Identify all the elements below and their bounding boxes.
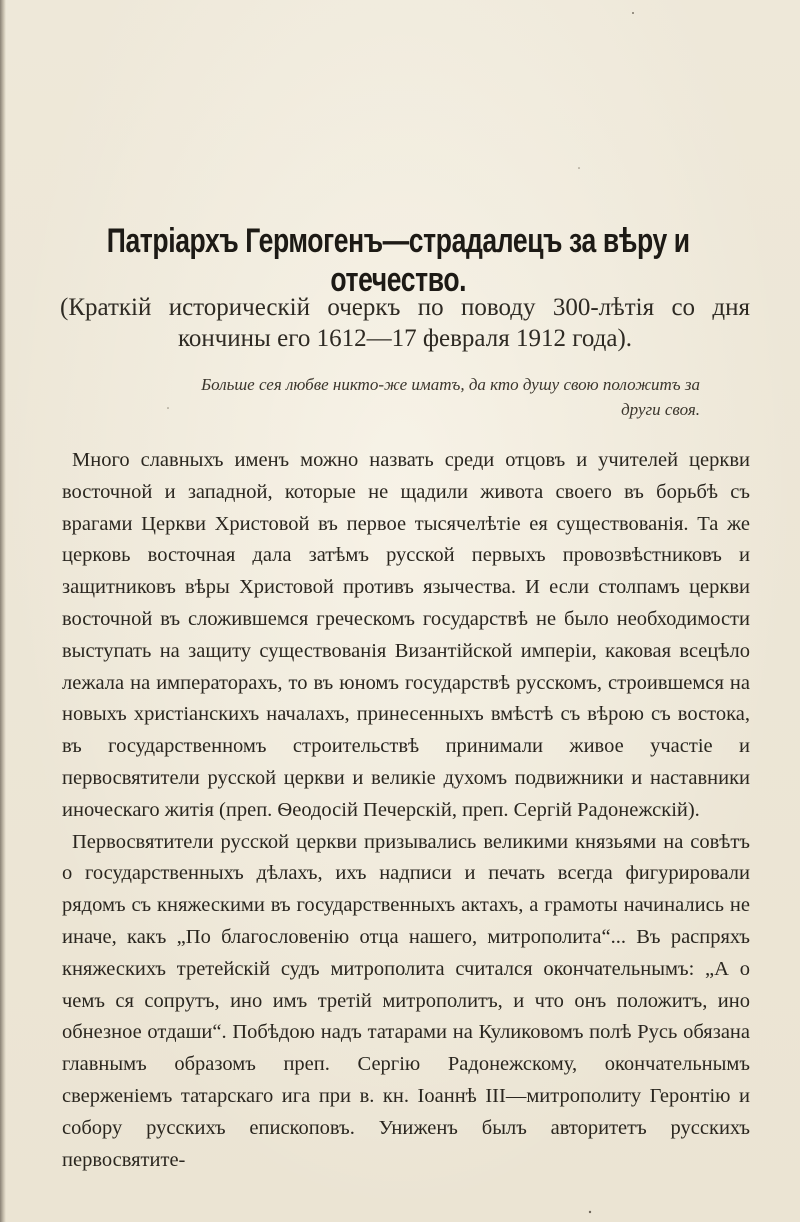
document-title: Патріархъ Гермогенъ—страдалецъ за вѣру и отечество. bbox=[106, 222, 690, 299]
document-subtitle: (Краткій историческій очеркъ по поводу 300-лѣтія со дня кончины его 1612—17 февраля 1912 года). bbox=[60, 294, 750, 352]
paragraph-1-text: Много славныхъ именъ можно назвать среди отцовъ и учителей церкви восточной и западной, которые не щадили живота своего въ борьбѣ съ врагами Церкви Христовой въ первое тысячелѣтіе ея существованія. Та же церковь восточная дала затѣмъ русской первыхъ провозвѣстниковъ и защитниковъ вѣры Христовой противъ язычества. И если столпамъ церкви восточной въ сложившемся греческомъ государствѣ не было необходимости выступать на защиту существованія Византійской имперіи, каковая всецѣло лежала на императорахъ, то въ юномъ государствѣ русскомъ, строившемся на новыхъ христіанскихъ началахъ, принесенныхъ вмѣстѣ съ вѣрою съ востока, въ государственномъ строительствѣ принимали живое участіе и первосвятители русской церкви и великіе духомъ подвижники и наставники иноческаго житія (преп. Ѳеодосій Печерскій, преп. Сергій Радонежскій). bbox=[62, 449, 750, 821]
page-binding-edge bbox=[0, 0, 6, 1222]
paragraph-2-text: Первосвятители русской церкви призывались великими князьями на совѣтъ о государственныхъ дѣлахъ, ихъ надписи и печать всегда фигурировали рядомъ съ княжескими въ государственныхъ актахъ, а грамоты начинались не иначе, какъ „По благословенію отца нашего, митрополита“... Въ распряхъ княжескихъ третейскій судъ митрополита считался окончательнымъ: „А о чемъ ся сопрутъ, ино имъ третій митрополитъ, и что онъ положитъ, ино обнезное отдаши“. Побѣдою надъ татарами на Куликовомъ полѣ Русь обязана главнымъ образомъ преп. Сергію Радонежскому, окончательнымъ сверженіемъ татарскаго ига при в. кн. Іоаннѣ III—митрополиту Геронтію и собору русскихъ епископовъ. Униженъ былъ авторитетъ русскихъ первосвятите- bbox=[62, 830, 750, 1171]
paragraph-2 bbox=[62, 827, 750, 1177]
body-text bbox=[62, 445, 750, 1176]
paragraph-1 bbox=[62, 445, 750, 827]
epigraph: Больше сея любве никто-же иматъ, да кто душу свою положитъ за други своя. bbox=[201, 375, 700, 419]
